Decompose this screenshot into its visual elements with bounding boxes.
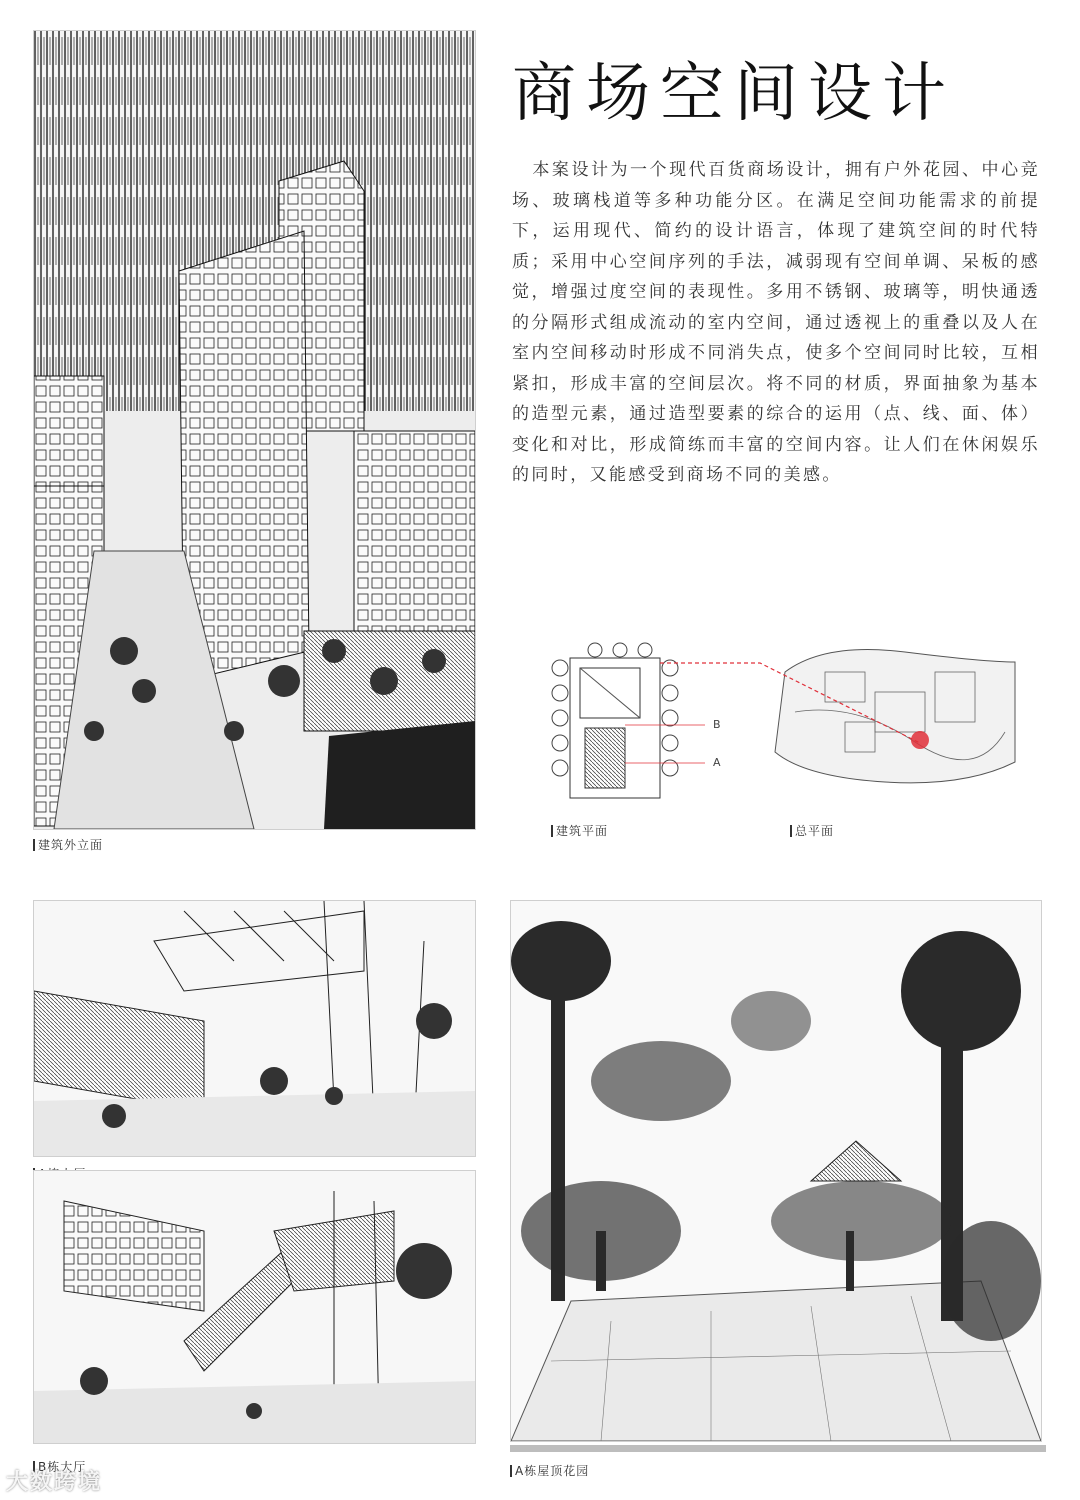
exterior-sketch-image	[33, 30, 476, 830]
page-title: 商场空间设计	[512, 57, 956, 131]
hall-a-sketch-image	[33, 900, 476, 1157]
divider-bar	[510, 1445, 1046, 1452]
description-text: 本案设计为一个现代百货商场设计，拥有户外花园、中心竞场、玻璃栈道等多种功能分区。在满足空间功能需求的前提下，运用现代、简约的设计语言，体现了建筑空间的时代特质；采用中心空间序列的手法，减弱现有空间单调、呆板的感觉，增强过度空间的表现性。多用不锈钢、玻璃等，明快通透的分隔形式组成流动的室内空间，通过透视上的重叠以及人在室内空间移动时形成不同消失点，使多个空间同时比较，互相紧扣，形成丰富的空间层次。将不同的材质，界面抽象为基本的造型元素，通过造型要素的综合的运用（点、线、面、体）变化和对比，形成简练而丰富的空间内容。让人们在休闲娱乐的同时，又能感受到商场不同的美感。	[512, 160, 1040, 485]
caption-exterior: 建筑外立面	[33, 836, 103, 853]
plan-connector-line	[650, 655, 930, 755]
caption-roof-garden: A栋屋顶花园	[510, 1462, 589, 1479]
watermark-logo: 大数跨境	[6, 1470, 103, 1495]
roof-garden-sketch-image	[510, 900, 1042, 1442]
hall-b-sketch-image	[33, 1170, 476, 1444]
caption-hall-b: B栋大厅	[33, 1458, 86, 1475]
plan-label-b: B	[713, 718, 721, 731]
caption-site-plan: 总平面	[790, 822, 834, 839]
plan-label-a: A	[713, 756, 721, 769]
caption-floor-plan: 建筑平面	[551, 822, 608, 839]
